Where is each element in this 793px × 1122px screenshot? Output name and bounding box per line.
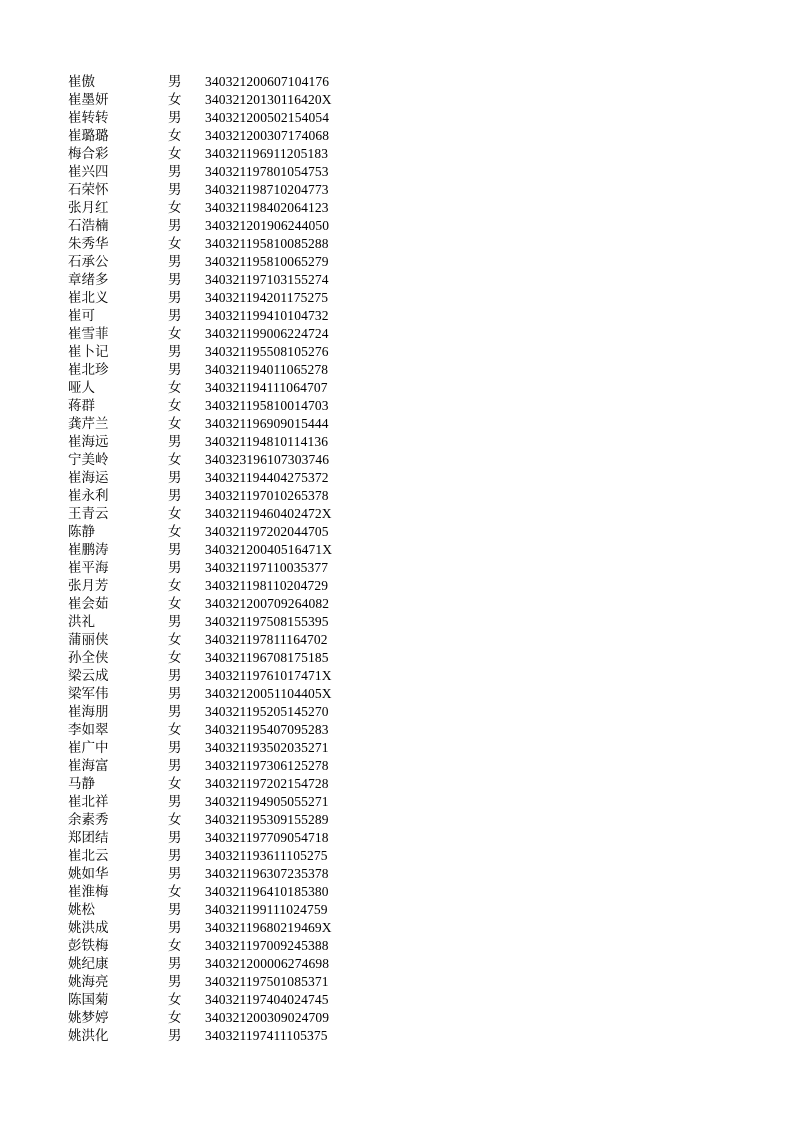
person-gender: 男 bbox=[168, 74, 182, 90]
list-item bbox=[0, 181, 793, 199]
list-item bbox=[0, 937, 793, 955]
list-item bbox=[0, 829, 793, 847]
person-name: 石浩楠 bbox=[68, 218, 109, 234]
person-name: 崔海运 bbox=[68, 470, 109, 486]
person-id-number: 340321196307235378 bbox=[205, 866, 329, 881]
list-item bbox=[0, 775, 793, 793]
list-item bbox=[0, 649, 793, 667]
list-item bbox=[0, 379, 793, 397]
person-gender: 男 bbox=[168, 686, 182, 702]
person-name: 姚松 bbox=[68, 902, 95, 918]
person-id-number: 340321194111064707 bbox=[205, 380, 328, 395]
person-gender: 女 bbox=[168, 596, 182, 612]
person-name: 陈静 bbox=[68, 524, 95, 540]
person-id-number: 340321198110204729 bbox=[205, 578, 329, 593]
list-item bbox=[0, 955, 793, 973]
person-gender: 女 bbox=[168, 506, 182, 522]
person-name: 王青云 bbox=[68, 506, 109, 522]
person-id-number: 340321200607104176 bbox=[205, 74, 330, 89]
person-id-number: 340321196909015444 bbox=[205, 416, 329, 431]
list-item bbox=[0, 163, 793, 181]
person-gender: 男 bbox=[168, 110, 182, 126]
person-gender: 男 bbox=[168, 290, 182, 306]
person-name: 姚洪成 bbox=[68, 920, 109, 936]
person-name: 崔海远 bbox=[68, 434, 109, 450]
list-item bbox=[0, 307, 793, 325]
person-id-number: 340321197801054753 bbox=[205, 164, 329, 179]
list-item bbox=[0, 523, 793, 541]
person-name: 崔傲 bbox=[68, 74, 95, 90]
person-gender: 女 bbox=[168, 200, 182, 216]
person-name: 崔兴四 bbox=[68, 164, 109, 180]
person-gender: 女 bbox=[168, 776, 182, 792]
person-id-number: 340321193611105275 bbox=[205, 848, 328, 863]
list-item bbox=[0, 361, 793, 379]
list-item bbox=[0, 127, 793, 145]
list-item bbox=[0, 397, 793, 415]
person-name: 崔海朋 bbox=[68, 704, 109, 720]
person-gender: 男 bbox=[168, 830, 182, 846]
list-item bbox=[0, 217, 793, 235]
person-name: 梅合彩 bbox=[68, 146, 109, 162]
list-item bbox=[0, 811, 793, 829]
person-id-number: 34032119680219469X bbox=[205, 920, 332, 935]
person-gender: 女 bbox=[168, 812, 182, 828]
person-name: 张月芳 bbox=[68, 578, 109, 594]
person-gender: 男 bbox=[168, 866, 182, 882]
person-name: 孙全侠 bbox=[68, 650, 109, 666]
person-id-number: 340321195309155289 bbox=[205, 812, 329, 827]
person-name: 姚如华 bbox=[68, 866, 109, 882]
list-item bbox=[0, 433, 793, 451]
list-item bbox=[0, 883, 793, 901]
person-id-number: 340321197010265378 bbox=[205, 488, 329, 503]
list-item bbox=[0, 109, 793, 127]
person-gender: 男 bbox=[168, 614, 182, 630]
list-item bbox=[0, 289, 793, 307]
person-id-number: 340321199410104732 bbox=[205, 308, 329, 323]
person-gender: 男 bbox=[168, 488, 182, 504]
person-id-number: 340321197202044705 bbox=[205, 524, 329, 539]
person-name: 崔鹏涛 bbox=[68, 542, 109, 558]
person-id-number: 340323196107303746 bbox=[205, 452, 330, 467]
person-name: 崔北云 bbox=[68, 848, 109, 864]
list-item bbox=[0, 199, 793, 217]
person-gender: 女 bbox=[168, 884, 182, 900]
list-item bbox=[0, 613, 793, 631]
person-gender: 男 bbox=[168, 794, 182, 810]
list-item bbox=[0, 1027, 793, 1045]
person-gender: 女 bbox=[168, 128, 182, 144]
person-gender: 男 bbox=[168, 218, 182, 234]
person-id-number: 340321197110035377 bbox=[205, 560, 329, 575]
person-id-number: 340321197103155274 bbox=[205, 272, 329, 287]
person-id-number: 340321197404024745 bbox=[205, 992, 329, 1007]
list-item bbox=[0, 973, 793, 991]
person-id-number: 340321197306125278 bbox=[205, 758, 329, 773]
person-gender: 男 bbox=[168, 668, 182, 684]
person-name: 章绪多 bbox=[68, 272, 109, 288]
person-gender: 女 bbox=[168, 92, 182, 108]
list-item bbox=[0, 343, 793, 361]
person-gender: 男 bbox=[168, 344, 182, 360]
person-id-number: 340321194201175275 bbox=[205, 290, 329, 305]
person-name: 姚纪康 bbox=[68, 956, 109, 972]
person-id-number: 340321193502035271 bbox=[205, 740, 329, 755]
person-name: 崔北珍 bbox=[68, 362, 109, 378]
person-id-number: 340321200502154054 bbox=[205, 110, 330, 125]
person-id-number: 340321199111024759 bbox=[205, 902, 328, 917]
person-name: 郑团结 bbox=[68, 830, 109, 846]
person-gender: 女 bbox=[168, 524, 182, 540]
person-name: 梁军伟 bbox=[68, 686, 109, 702]
list-item bbox=[0, 865, 793, 883]
person-gender: 男 bbox=[168, 920, 182, 936]
person-gender: 女 bbox=[168, 722, 182, 738]
roster-list bbox=[0, 73, 793, 1045]
person-name: 石承公 bbox=[68, 254, 109, 270]
person-name: 马静 bbox=[68, 776, 95, 792]
person-gender: 男 bbox=[168, 308, 182, 324]
person-name: 崔广中 bbox=[68, 740, 109, 756]
list-item bbox=[0, 145, 793, 163]
person-name: 朱秀华 bbox=[68, 236, 109, 252]
person-name: 崔淮梅 bbox=[68, 884, 109, 900]
list-item bbox=[0, 487, 793, 505]
list-item bbox=[0, 739, 793, 757]
person-gender: 女 bbox=[168, 938, 182, 954]
person-id-number: 34032120130116420X bbox=[205, 92, 332, 107]
person-name: 余素秀 bbox=[68, 812, 109, 828]
list-item bbox=[0, 685, 793, 703]
person-name: 哑人 bbox=[68, 380, 95, 396]
person-id-number: 340321199006224724 bbox=[205, 326, 329, 341]
person-name: 彭铁梅 bbox=[68, 938, 109, 954]
list-item bbox=[0, 271, 793, 289]
person-id-number: 340321197709054718 bbox=[205, 830, 329, 845]
person-name: 崔会茹 bbox=[68, 596, 109, 612]
person-name: 宁美岭 bbox=[68, 452, 109, 468]
person-gender: 男 bbox=[168, 542, 182, 558]
person-gender: 男 bbox=[168, 956, 182, 972]
person-id-number: 340321194905055271 bbox=[205, 794, 329, 809]
person-gender: 女 bbox=[168, 380, 182, 396]
person-gender: 女 bbox=[168, 326, 182, 342]
person-gender: 男 bbox=[168, 164, 182, 180]
person-id-number: 340321200709264082 bbox=[205, 596, 330, 611]
person-id-number: 340321196410185380 bbox=[205, 884, 329, 899]
person-id-number: 340321198710204773 bbox=[205, 182, 329, 197]
person-gender: 男 bbox=[168, 182, 182, 198]
person-gender: 男 bbox=[168, 740, 182, 756]
list-item bbox=[0, 91, 793, 109]
person-id-number: 340321196708175185 bbox=[205, 650, 329, 665]
person-id-number: 340321200006274698 bbox=[205, 956, 330, 971]
list-item bbox=[0, 757, 793, 775]
person-id-number: 340321197202154728 bbox=[205, 776, 329, 791]
person-name: 崔北祥 bbox=[68, 794, 109, 810]
list-item bbox=[0, 847, 793, 865]
list-item bbox=[0, 991, 793, 1009]
person-gender: 女 bbox=[168, 416, 182, 432]
person-gender: 男 bbox=[168, 362, 182, 378]
person-gender: 男 bbox=[168, 974, 182, 990]
person-name: 崔墨妍 bbox=[68, 92, 109, 108]
person-id-number: 340321195810065279 bbox=[205, 254, 329, 269]
list-item bbox=[0, 325, 793, 343]
person-id-number: 340321197411105375 bbox=[205, 1028, 328, 1043]
list-item bbox=[0, 595, 793, 613]
person-name: 蒋群 bbox=[68, 398, 95, 414]
person-id-number: 34032120051104405X bbox=[205, 686, 332, 701]
person-gender: 女 bbox=[168, 452, 182, 468]
person-gender: 男 bbox=[168, 434, 182, 450]
list-item bbox=[0, 541, 793, 559]
person-name: 崔可 bbox=[68, 308, 95, 324]
person-name: 李如翠 bbox=[68, 722, 109, 738]
person-id-number: 34032120040516471X bbox=[205, 542, 333, 557]
person-id-number: 340321195508105276 bbox=[205, 344, 329, 359]
person-gender: 男 bbox=[168, 272, 182, 288]
person-id-number: 340321200309024709 bbox=[205, 1010, 330, 1025]
person-name: 崔平海 bbox=[68, 560, 109, 576]
person-id-number: 340321195810014703 bbox=[205, 398, 329, 413]
person-id-number: 340321194404275372 bbox=[205, 470, 329, 485]
list-item bbox=[0, 1009, 793, 1027]
person-id-number: 34032119761017471X bbox=[205, 668, 332, 683]
list-item bbox=[0, 721, 793, 739]
person-id-number: 340321195810085288 bbox=[205, 236, 329, 251]
person-gender: 女 bbox=[168, 650, 182, 666]
person-gender: 男 bbox=[168, 470, 182, 486]
person-name: 姚洪化 bbox=[68, 1028, 109, 1044]
person-id-number: 340321195407095283 bbox=[205, 722, 329, 737]
person-gender: 男 bbox=[168, 758, 182, 774]
list-item bbox=[0, 469, 793, 487]
list-item bbox=[0, 253, 793, 271]
person-gender: 女 bbox=[168, 398, 182, 414]
person-id-number: 34032119460402472X bbox=[205, 506, 332, 521]
person-name: 张月红 bbox=[68, 200, 109, 216]
person-name: 崔卜记 bbox=[68, 344, 109, 360]
person-name: 崔雪菲 bbox=[68, 326, 109, 342]
person-id-number: 340321197501085371 bbox=[205, 974, 329, 989]
person-name: 石荣怀 bbox=[68, 182, 109, 198]
person-name: 蒲丽侠 bbox=[68, 632, 109, 648]
list-item bbox=[0, 415, 793, 433]
list-item bbox=[0, 235, 793, 253]
person-gender: 女 bbox=[168, 632, 182, 648]
person-gender: 男 bbox=[168, 560, 182, 576]
list-item bbox=[0, 793, 793, 811]
person-name: 姚梦婷 bbox=[68, 1010, 109, 1026]
person-id-number: 340321194011065278 bbox=[205, 362, 329, 377]
person-id-number: 340321195205145270 bbox=[205, 704, 329, 719]
person-id-number: 340321196911205183 bbox=[205, 146, 329, 161]
person-gender: 男 bbox=[168, 704, 182, 720]
person-id-number: 340321197811164702 bbox=[205, 632, 328, 647]
list-item bbox=[0, 451, 793, 469]
list-item bbox=[0, 631, 793, 649]
person-gender: 男 bbox=[168, 1028, 182, 1044]
person-id-number: 340321200307174068 bbox=[205, 128, 330, 143]
person-gender: 女 bbox=[168, 992, 182, 1008]
person-name: 洪礼 bbox=[68, 614, 95, 630]
list-item bbox=[0, 73, 793, 91]
list-item bbox=[0, 559, 793, 577]
person-gender: 女 bbox=[168, 146, 182, 162]
list-item bbox=[0, 505, 793, 523]
person-id-number: 340321197009245388 bbox=[205, 938, 329, 953]
person-id-number: 340321197508155395 bbox=[205, 614, 329, 629]
person-name: 陈国菊 bbox=[68, 992, 109, 1008]
person-name: 龚芹兰 bbox=[68, 416, 109, 432]
person-name: 崔永利 bbox=[68, 488, 109, 504]
list-item bbox=[0, 667, 793, 685]
person-id-number: 340321201906244050 bbox=[205, 218, 330, 233]
list-item bbox=[0, 703, 793, 721]
list-item bbox=[0, 901, 793, 919]
person-name: 崔海富 bbox=[68, 758, 109, 774]
list-item bbox=[0, 919, 793, 937]
person-name: 崔转转 bbox=[68, 110, 109, 126]
person-gender: 女 bbox=[168, 236, 182, 252]
list-item bbox=[0, 577, 793, 595]
person-name: 梁云成 bbox=[68, 668, 109, 684]
person-name: 崔北义 bbox=[68, 290, 109, 306]
person-name: 姚海亮 bbox=[68, 974, 109, 990]
person-id-number: 340321194810114136 bbox=[205, 434, 329, 449]
person-gender: 男 bbox=[168, 902, 182, 918]
person-name: 崔璐璐 bbox=[68, 128, 109, 144]
person-gender: 女 bbox=[168, 578, 182, 594]
person-gender: 男 bbox=[168, 848, 182, 864]
person-gender: 男 bbox=[168, 254, 182, 270]
person-gender: 女 bbox=[168, 1010, 182, 1026]
person-id-number: 340321198402064123 bbox=[205, 200, 329, 215]
